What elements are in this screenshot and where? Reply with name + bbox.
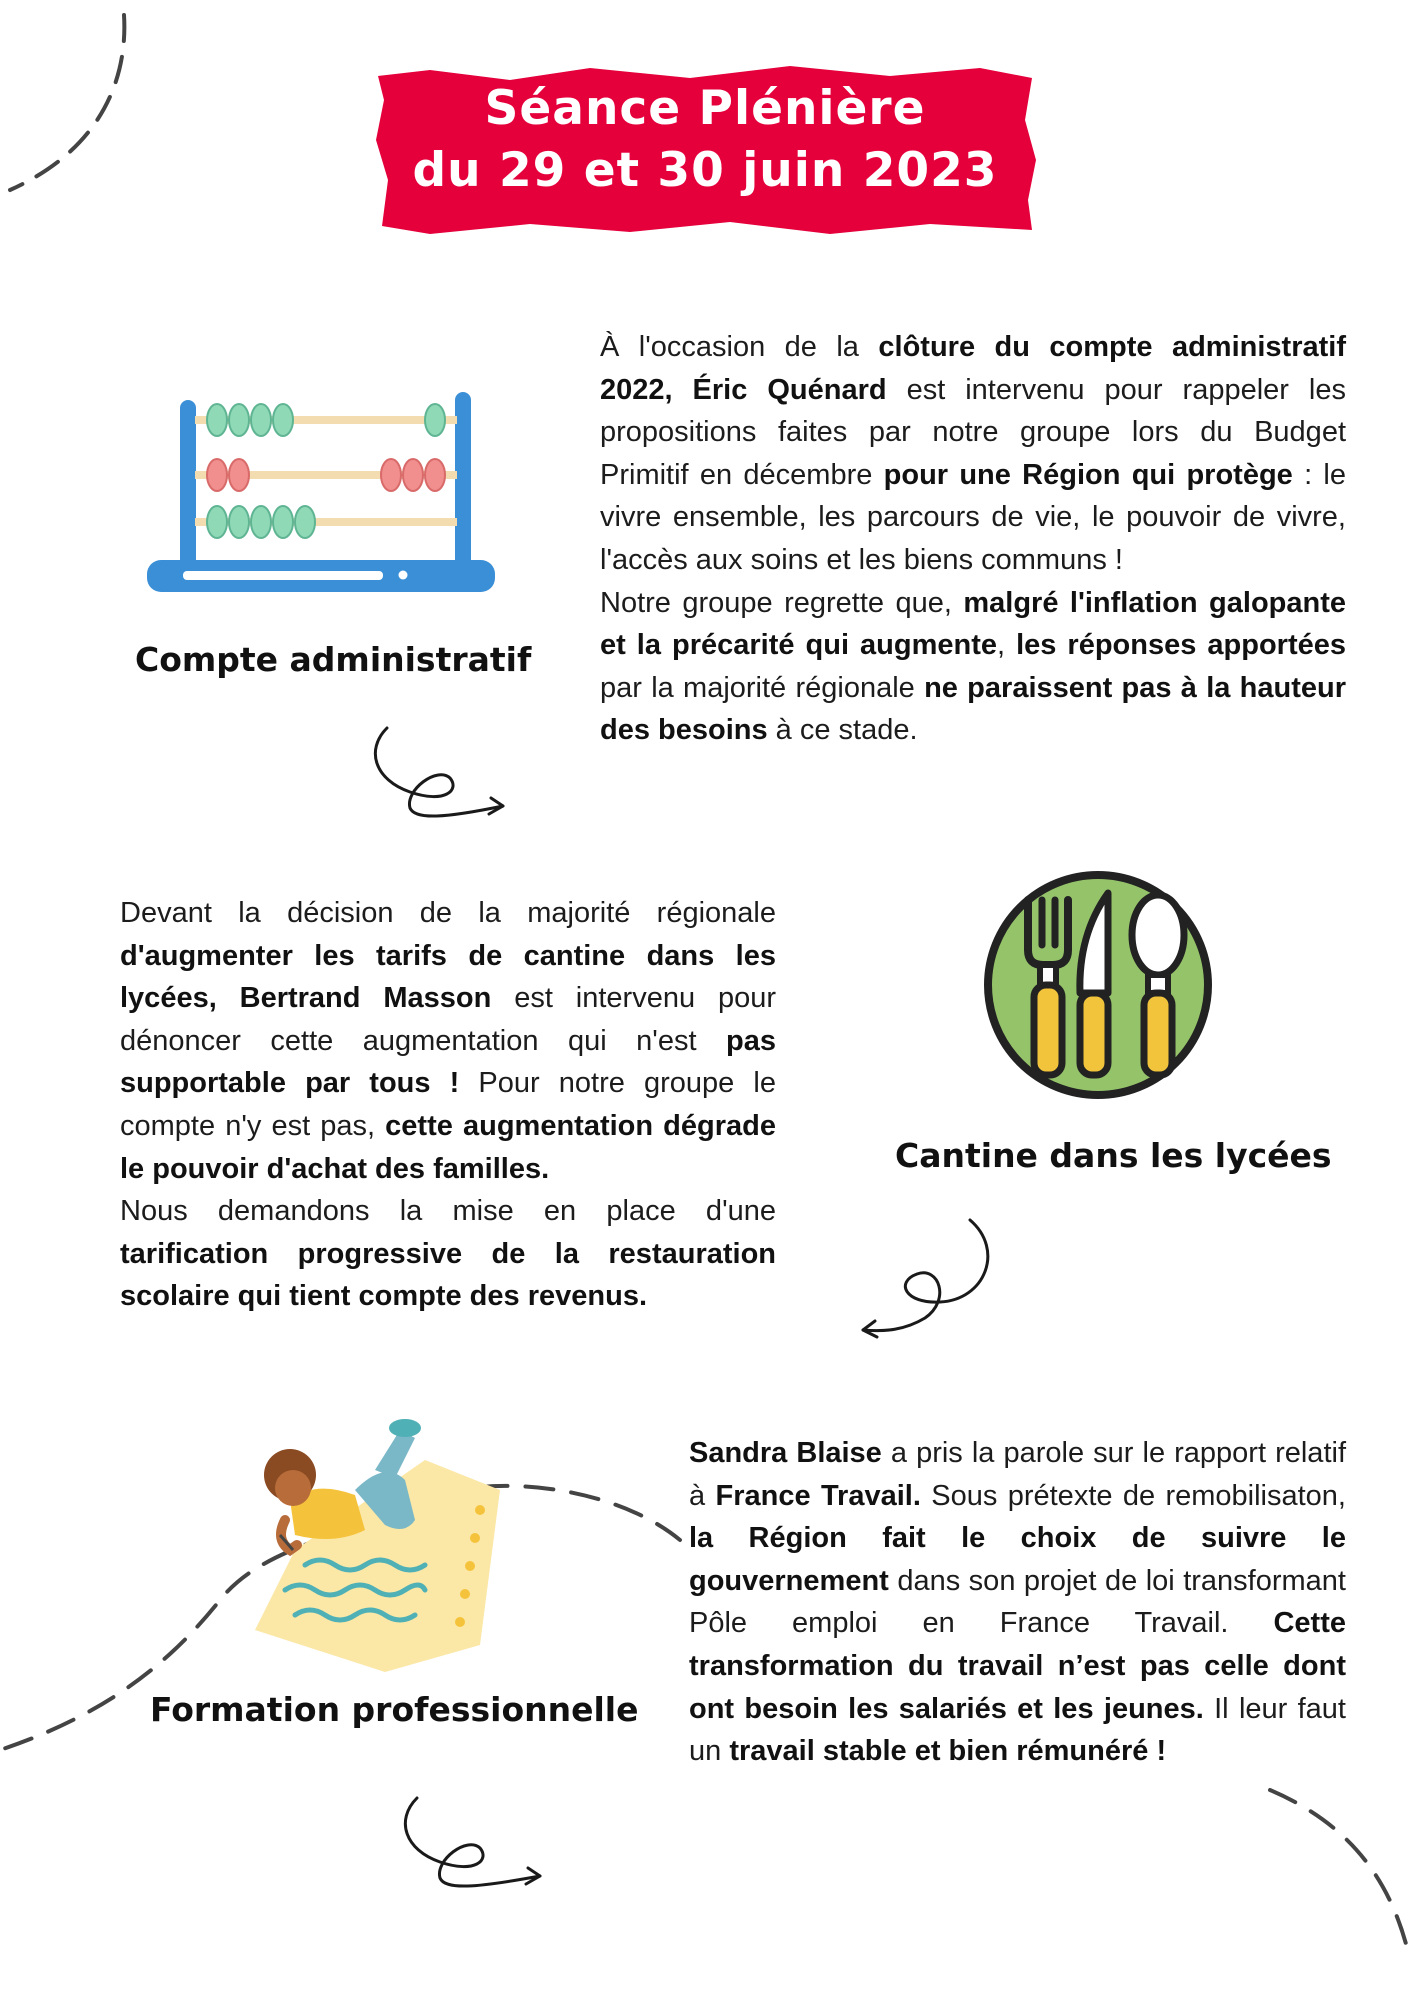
bold-text: malgré l'inflation galopante et la précarité qui augmente xyxy=(600,586,1347,662)
title-line-2: du 29 et 30 juin 2023 xyxy=(412,143,998,198)
bold-text: Cette transformation du travail n’est pas celle dont ont besoin les salariés et les jeunes. xyxy=(689,1607,1346,1725)
text-run: Il leur faut un xyxy=(689,1692,1346,1768)
swirl-arrow-left-icon xyxy=(855,1210,1005,1340)
text-run: Sous prétexte de remobilisaton, xyxy=(920,1479,1346,1512)
text-run: Notre groupe regrette que, xyxy=(600,586,964,619)
dashed-curve-bottom-right xyxy=(1260,1760,1414,2000)
bold-text: France Travail. xyxy=(715,1479,921,1512)
bold-text: tarification progressive de la restauration scolaire qui tient compte des revenus. xyxy=(120,1237,776,1313)
bold-text: clôture du compte administratif 2022, Éric Quénard xyxy=(600,331,1346,406)
text-run: Devant la décision de la majorité régionale xyxy=(120,897,776,929)
text-run: a pris la parole sur le rapport relatif à xyxy=(689,1437,1346,1512)
text-run: : le vivre ensemble, les parcours de vie, le pouvoir de vivre, l'accès aux soins et les biens communs ! xyxy=(600,458,1346,576)
abacus-icon xyxy=(145,380,505,600)
bold-text: la Région fait le choix de suivre le gouvernement xyxy=(689,1522,1346,1597)
text-run: À l'occasion de la xyxy=(600,331,879,363)
bold-text: ne paraissent pas à la hauteur des besoins xyxy=(600,671,1347,747)
swirl-arrow-right-icon xyxy=(365,720,515,830)
bold-text: pour une Région qui protège xyxy=(883,458,1293,491)
text-run: dans son projet de loi transformant Pôle emploi en France Travail. xyxy=(689,1564,1346,1640)
bold-text: travail stable et bien rémunéré ! xyxy=(729,1735,1167,1768)
page-title xyxy=(370,78,1040,202)
dashed-curve-top-left xyxy=(0,0,140,200)
bold-text: cette augmentation dégrade le pouvoir d'achat des familles. xyxy=(120,1109,776,1185)
bold-text: Sandra Blaise xyxy=(689,1437,882,1469)
paragraph-compte-administratif xyxy=(600,326,1346,752)
paragraph-formation xyxy=(689,1432,1346,1773)
section-heading-cantine: Cantine dans les lycées xyxy=(895,1136,1332,1175)
text-run: est intervenu pour dénoncer cette augmentation qui n'est xyxy=(120,982,776,1057)
cutlery-icon xyxy=(968,865,1228,1105)
section-heading-formation: Formation professionnelle xyxy=(150,1690,639,1729)
text-run: Pour notre groupe le compte n'y est pas, xyxy=(120,1067,776,1142)
bold-text: d'augmenter les tarifs de cantine dans les lycées, Bertrand Masson xyxy=(120,939,776,1015)
text-run: est intervenu pour rappeler les propositions faites par notre groupe lors du Budget Primitif en décembre xyxy=(600,373,1346,491)
section-heading-compte: Compte administratif xyxy=(135,640,532,679)
paragraph-cantine xyxy=(120,892,776,1318)
text-run: à ce stade. xyxy=(767,714,918,747)
text-run: Nous demandons la mise en place d'une xyxy=(120,1195,776,1228)
swirl-arrow-right-icon-2 xyxy=(395,1790,555,1900)
title-line-1: Séance Plénière xyxy=(484,81,926,136)
bold-text: pas supportable par tous ! xyxy=(120,1024,776,1100)
text-run: par la majorité régionale xyxy=(600,671,925,704)
student-writing-icon xyxy=(235,1410,525,1680)
text-run: , xyxy=(997,629,1017,662)
bold-text: les réponses apportées xyxy=(1016,629,1346,662)
